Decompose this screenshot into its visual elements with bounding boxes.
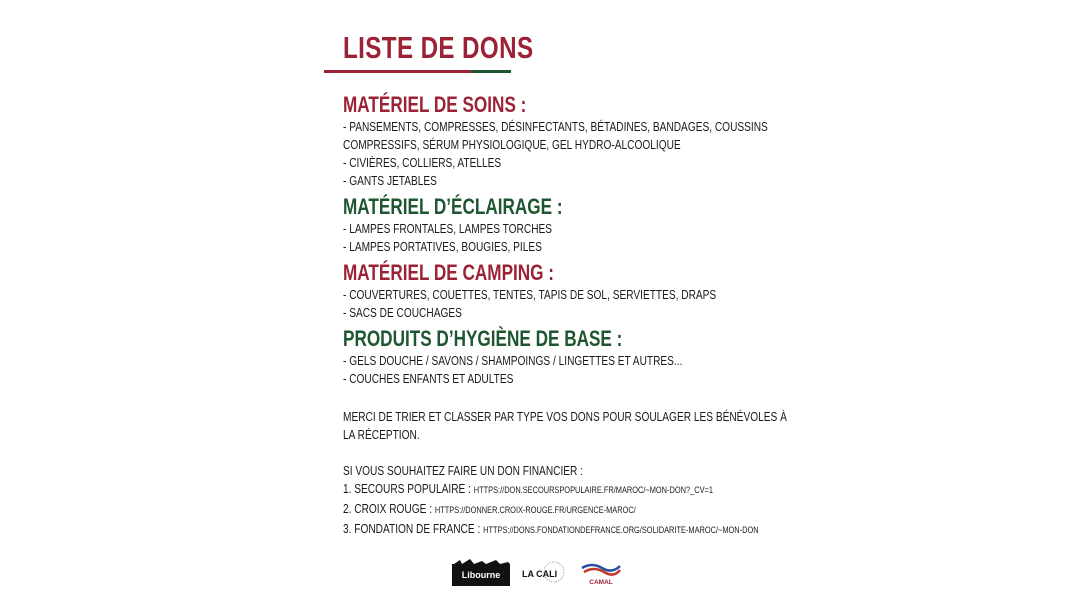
section-3: [343, 326, 743, 388]
camal-logo-text: CAMAL: [589, 579, 613, 586]
section-item: - GELS DOUCHE / SAVONS / SHAMPOINGS / LINGETTES ET AUTRES...: [343, 353, 683, 368]
sorting-note: [343, 408, 787, 444]
financial-item: [343, 500, 655, 520]
section-item: - COUVERTURES, COUETTES, TENTES, TAPIS DE SOL, SERVIETTES, DRAPS: [343, 287, 717, 302]
donation-link[interactable]: HTTPS://DON.SECOURSPOPULAIRE.FR/MAROC/~MON-DON?_CV=1: [473, 485, 713, 496]
libourne-logo-text: Libourne: [461, 570, 501, 580]
financial-org: 1. SECOURS POPULAIRE :: [343, 481, 474, 496]
section-heading: MATÉRIEL D’ÉCLAIRAGE :: [343, 194, 563, 219]
financial-org: 2. CROIX ROUGE :: [343, 501, 435, 516]
donation-link[interactable]: HTTPS://DONNER.CROIX-ROUGE.FR/URGENCE-MAROC/: [434, 505, 636, 516]
la-cali-logo: [518, 558, 568, 588]
financial-org: 3. FONDATION DE FRANCE :: [343, 521, 484, 536]
section-0: [343, 92, 768, 190]
libourne-logo: [452, 558, 510, 586]
section-heading: MATÉRIEL DE SOINS :: [343, 92, 527, 117]
section-item: - SACS DE COUCHAGES: [343, 305, 462, 320]
section-heading: PRODUITS D’HYGIÈNE DE BASE :: [343, 326, 623, 351]
section-item: - CIVIÈRES, COLLIERS, ATELLES: [343, 155, 502, 170]
section-heading: MATÉRIEL DE CAMPING :: [343, 260, 555, 285]
section-item: - COUCHES ENFANTS ET ADULTES: [343, 371, 514, 386]
section-1: [343, 194, 743, 256]
section-2: [343, 260, 743, 322]
partner-logos: [450, 558, 630, 588]
donation-link[interactable]: HTTPS://DONS.FONDATIONDEFRANCE.ORG/SOLIDARITE-MAROC/~MON-DON: [483, 525, 759, 536]
note-line: MERCI DE TRIER ET CLASSER PAR TYPE VOS DONS POUR SOULAGER LES BÉNÉVOLES À: [343, 409, 787, 424]
financial-intro: SI VOUS SOUHAITEZ FAIRE UN DON FINANCIER :: [343, 463, 584, 478]
la-cali-logo-text: LA CALI: [522, 569, 558, 579]
page-title: LISTE DE DONS: [343, 30, 534, 65]
financial-item: [343, 480, 713, 500]
sections: [343, 92, 768, 388]
section-item: COMPRESSIFS, SÉRUM PHYSIOLOGIQUE, GEL HYDRO-ALCOOLIQUE: [343, 137, 681, 152]
donation-list: [343, 28, 787, 540]
note-line: LA RÉCEPTION.: [343, 427, 420, 442]
section-item: - PANSEMENTS, COMPRESSES, DÉSINFECTANTS, BÉTADINES, BANDAGES, COUSSINS: [343, 119, 768, 134]
section-item: - LAMPES PORTATIVES, BOUGIES, PILES: [343, 239, 542, 254]
financial-item: [343, 520, 759, 540]
section-item: - GANTS JETABLES: [343, 173, 437, 188]
financial-donations: [343, 462, 759, 540]
section-item: - LAMPES FRONTALES, LAMPES TORCHES: [343, 221, 553, 236]
camal-logo: [578, 560, 624, 586]
